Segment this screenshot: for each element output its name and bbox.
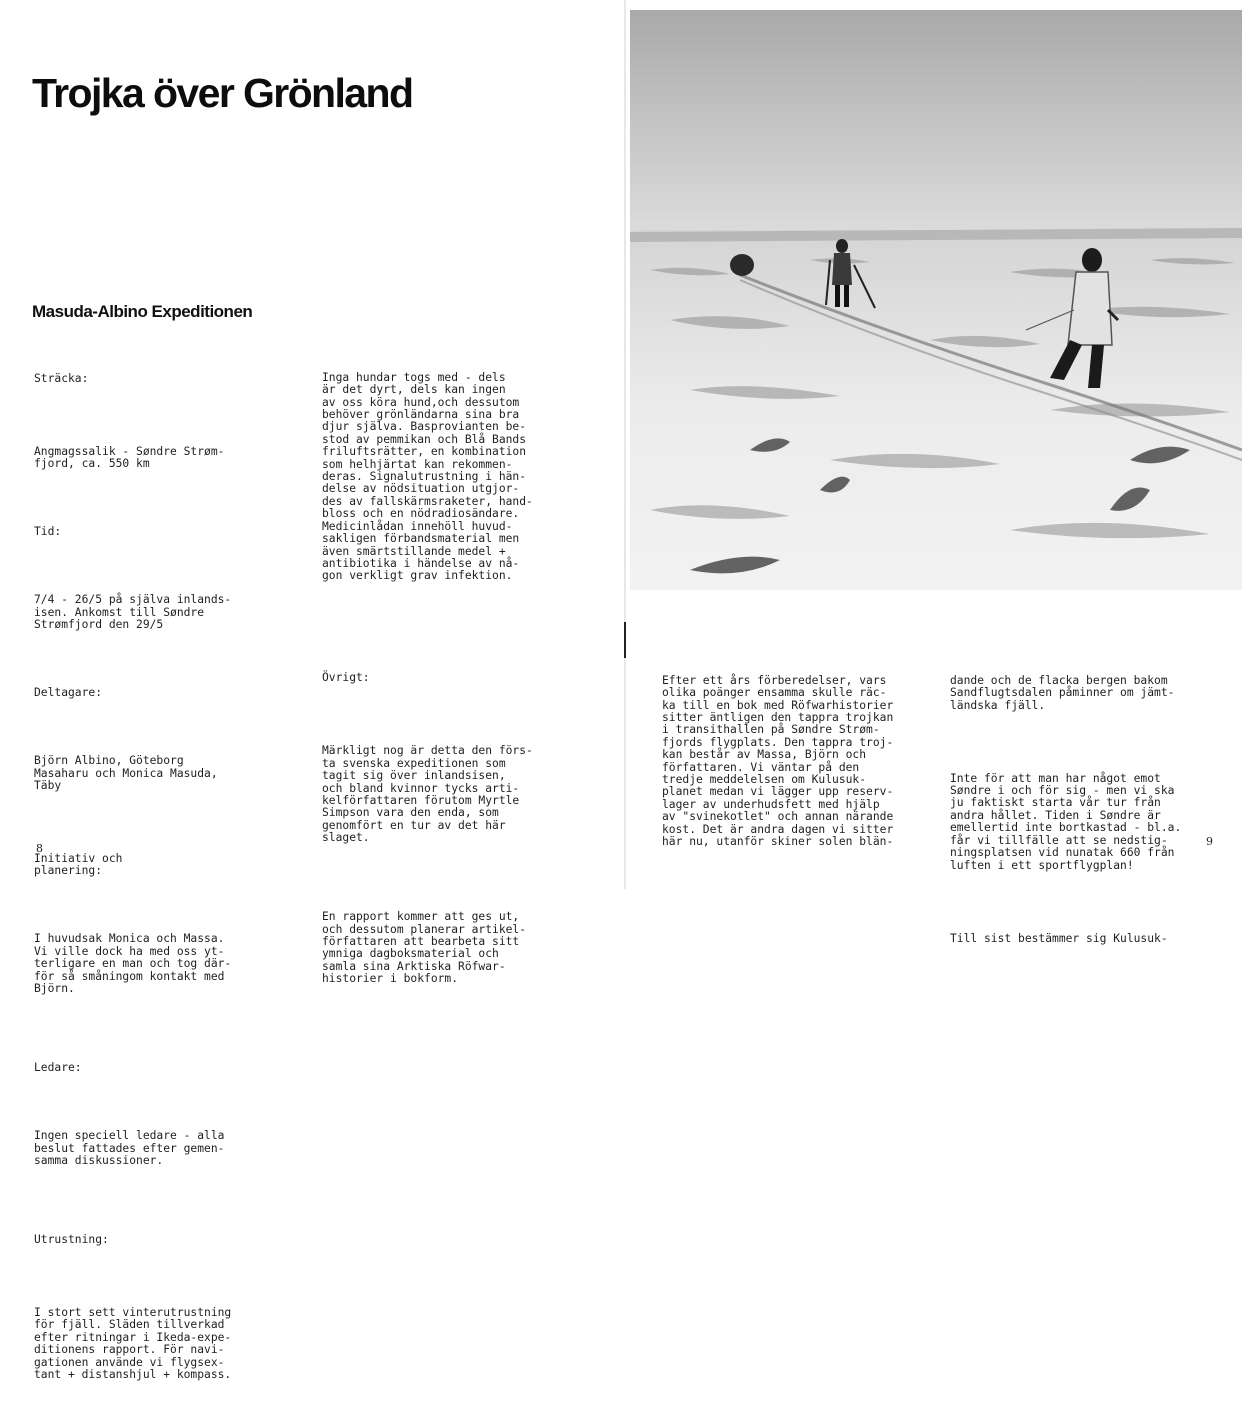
fact-label: Sträcka: [34,371,89,385]
body-paragraph: En rapport kommer att ges ut, och dessutom planerar artikel- författaren att bearbeta sitt ymniga dagboksmaterial och samla sina Arktiska Röfwar- historier i bokform. [322,910,527,986]
right-body-column-1 [662,650,893,873]
page-fold [624,0,626,889]
fact-label: Tid: [34,525,62,539]
fact-label: Utrustning: [34,1233,109,1246]
left-body-column [322,347,533,1011]
article-subtitle: Masuda-Albino Expeditionen [32,302,253,321]
expedition-photo [630,10,1242,590]
body-paragraph: Märkligt nog är detta den förs- ta svenska expeditionen som tagit sig över inlandsisen, och bland kvinnor tycks arti- kelförfattaren förutom Myrtle Simpson vara den enda, som genomfört en tur av det här slaget. [322,744,533,845]
snowfield-image [630,10,1242,590]
fold-mark [624,622,626,658]
page-number-left: 8 [36,842,43,855]
fact-text: I huvudsak Monica och Massa. Vi ville dock ha med oss yt- terligare en man och tog där- för så småningom kontakt med Björn. [34,932,232,996]
right-body-column-2 [950,650,1181,970]
fact-text: Björn Albino, Göteborg Masaharu och Monica Masuda, Täby [34,754,218,792]
fact-label: Deltagare: [34,686,103,700]
body-paragraph: Inte för att man har något emot Søndre i och för sig - men vi ska ju faktiskt starta vår tur från andra hållet. Tiden i Søndre är emellertid inte bortkastad - bl.a. får vi tillfälle att se nedstig- ningsplatsen vid nunatak 660 från luften i ett sportflygplan! [950,771,1182,872]
page-number-right: 9 [1206,835,1213,848]
body-paragraph: Inga hundar togs med - dels är det dyrt, dels kan ingen av oss köra hund,och dessutom behöver grönländarna sina bra djur själva. Basprovianten be- stod av pemmikan och Blå Bands friluftsrätter, en kombination som helhjärtat kan rekommen- deras. Signalutrustning i hän- delse av nödsituation utgjor- des av fallskärmsraketer, hand- bloss och en nödradiosändare. Medicinlådan innehöll huvud- sakligen förbandsmaterial men även smärtstillande medel + antibiotika i händelse av nå- gon verkligt grav infektion. [322,370,533,583]
fact-text: Angmagssalik - Søndre Strøm- fjord, ca. 550 km [34,444,225,471]
facts-column [34,348,231,1406]
body-paragraph: dande och de flacka bergen bakom Sandflugtsdalen påminner om jämt- ländska fjäll. [950,673,1175,712]
fact-text: 7/4 - 26/5 på själva inlands- isen. Ankomst till Søndre Strømfjord den 29/5 [34,593,232,632]
article-title: Trojka över Grönland [32,70,413,116]
other-label: Övrigt: [322,671,370,685]
body-paragraph: Till sist bestämmer sig Kulusuk- [950,931,1168,945]
fact-label: Initiativ och planering: [34,852,123,878]
fact-label: Ledare: [34,1061,82,1075]
body-paragraph: Efter ett års förberedelser, vars olika poänger ensamma skulle räc- ka till en bok med Röfwarhistorier sitter äntligen den tappra trojkan i transithallen på Søndre Strøm- fjords flygplats. Den tappra troj- kan består av Massa, Björn och författaren. Vi väntar på den tredje meddelelsen om Kulusuk- planet medan vi lägger upp reserv- lager av underhudsfett med hjälp av "svinekotlet" och annan närande kost. Det är andra dagen vi sitter här nu, utanför skiner solen blän- [662,673,894,849]
fact-text: Ingen speciell ledare - alla beslut fattades efter gemen- samma diskussioner. [34,1129,225,1167]
fact-text: I stort sett vinterutrustning för fjäll. Släden tillverkad efter ritningar i Ikeda-expe- ditionens rapport. För navi- gationen använde vi flygsex- tant + distanshjul + kompass. [34,1306,232,1382]
